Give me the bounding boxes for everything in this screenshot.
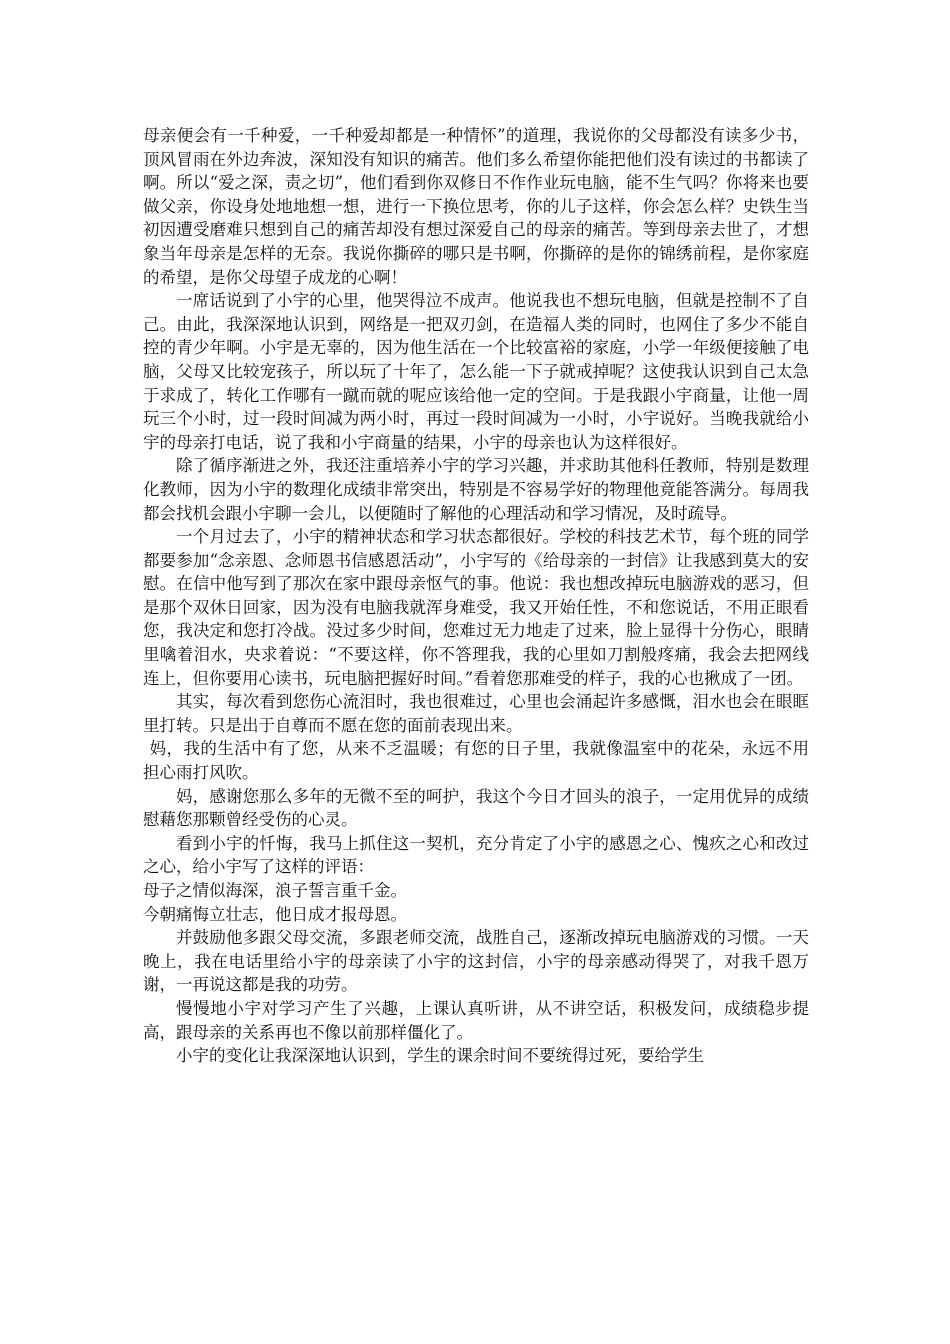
paragraph: 慢慢地小宇对学习产生了兴趣，上课认真听讲，从不讲空话，积极发问，成绩稳步提高，跟母亲的关系再也不像以前那样僵化了。 — [143, 998, 809, 1042]
paragraph: 一个月过去了，小宇的精神状态和学习状态都很好。学校的科技艺术节，每个班的同学都要参加“念亲恩、念师恩书信感恩活动”，小宇写的《给母亲的一封信》让我感到莫大的安慰。在信中他写到了那次在家中跟母亲怄气的事。他说：我也想改掉玩电脑游戏的恶习，但是那个双休日回家，因为没有电脑我就浑身难受，我又开始任性，不和您说话，不用正眼看您，我决定和您打冷战。没过多少时间，您难过无力地走了过来，脸上显得十分伤心，眼睛里噙着泪水，央求着说：“不要这样，你不答理我，我的心里如刀割般疼痛，我会去把网线连上，但你要用心读书，玩电脑把握好时间。”看着您那难受的样子，我的心也揪成了一团。 — [143, 527, 809, 688]
paragraph-continuation: 母亲便会有一千种爱，一千种爱却都是一种情怀”的道理，我说你的父母都没有读多少书，顶风冒雨在外边奔波，深知没有知识的痛苦。他们多么希望你能把他们没有读过的书都读了啊。所以“爱之深，责之切”，他们看到你双修日不作作业玩电脑，能不生气吗？你将来也要做父亲，你设身处地地想一想，进行一下换位思考，你的儿子这样，你会怎么样？史铁生当初因遭受磨难只想到自己的痛苦却没有想过深爱自己的母亲的痛苦。等到母亲去世了，才想象当年母亲是怎样的无奈。我说你撕碎的哪只是书啊，你撕碎的是你的锦绣前程，是你家庭的希望，是你父母望子成龙的心啊！ — [143, 126, 809, 287]
paragraph: 一席话说到了小宇的心里，他哭得泣不成声。他说我也不想玩电脑，但就是控制不了自己。由此，我深深地认识到，网络是一把双刃剑，在造福人类的同时，也网住了多少不能自控的青少年啊。小宇是无辜的，因为他生活在一个比较富裕的家庭，小学一年级便接触了电脑，父母又比较宠孩子，所以玩了十年了，怎么能一下子就戒掉呢？这使我认识到自己太急于求成了，转化工作哪有一蹴而就的呢应该给他一定的空间。于是我跟小宇商量，让他一周玩三个小时，过一段时间减为两小时，再过一段时间减为一小时，小宇说好。当晚我就给小宇的母亲打电话，说了我和小宇商量的结果，小宇的母亲也认为这样很好。 — [143, 291, 809, 452]
paragraph: 除了循序渐进之外，我还注重培养小宇的学习兴趣，并求助其他科任教师，特别是数理化教师，因为小宇的数理化成绩非常突出，特别是不容易学好的物理他竟能答满分。每周我都会找机会跟小宇聊一会儿，以便随时了解他的心理活动和学习情况，及时疏导。 — [143, 456, 809, 523]
paragraph: 其实，每次看到您伤心流泪时，我也很难过，心里也会涌起许多感慨，泪水也会在眼眶里打转。只是出于自尊而不愿在您的面前表现出来。 — [143, 692, 809, 735]
paragraph-truncated: 小宇的变化让我深深地认识到，学生的课余时间不要统得过死，要给学生 — [176, 1046, 704, 1066]
paragraph: 并鼓励他多跟父母交流，多跟老师交流，战胜自己，逐渐改掉玩电脑游戏的习惯。一天晚上，我在电话里给小宇的母亲读了小宇的这封信，小宇的母亲感动得哭了，对我千恩万谢，一再说这都是我的功劳。 — [143, 928, 809, 995]
poem-line: 今朝痛悔立壮志，他日成才报母恩。 — [143, 904, 407, 924]
paragraph: 看到小宇的忏悔，我马上抓住这一契机，充分肯定了小宇的感恩之心、愧疚之心和改过之心，给小宇写了这样的评语： — [143, 833, 809, 877]
poem-line: 母子之情似海深，浪子誓言重千金。 — [143, 881, 407, 900]
paragraph: 妈，我的生活中有了您，从来不乏温暖；有您的日子里，我就像温室中的花朵，永远不用担心雨打风吹。 — [143, 739, 809, 783]
paragraph: 妈，感谢您那么多年的无微不至的呵护，我这个今日才回头的浪子，一定用优异的成绩慰藉您那颗曾经受伤的心灵。 — [143, 786, 809, 830]
document-body — [143, 124, 809, 1068]
